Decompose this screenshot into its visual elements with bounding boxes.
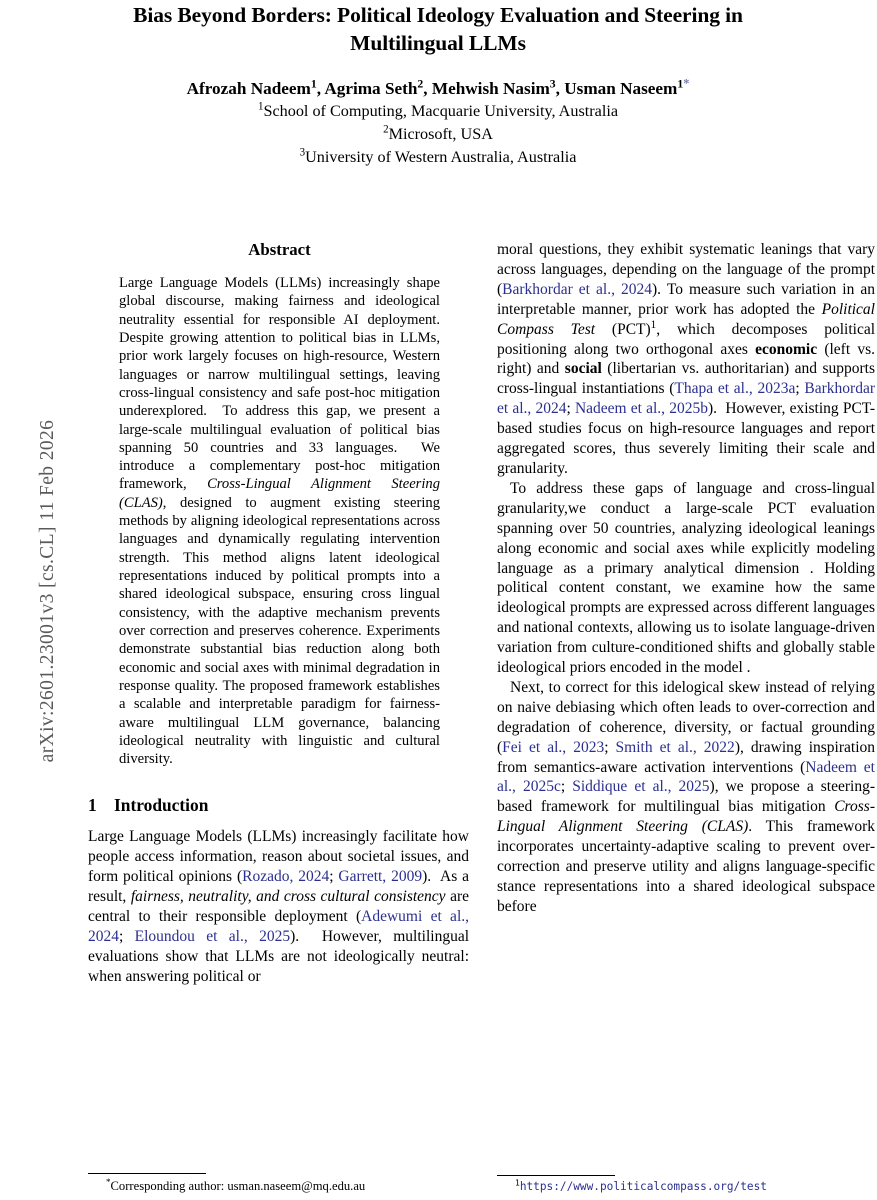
section-title: Introduction: [114, 795, 209, 816]
right-paragraph-1: moral questions, they exhibit systematic leanings that vary across languages, depending on the language of the prompt (Barkhordar et al., 2024). To measure such variation in an interpretable manner, prior work has adopted the Political Compass Test (PCT)$^1$, which decomposes political positioning along two orthogonal axes economic (left vs. right) and social (libertarian vs. authoritarian) and supports cross-lingual instantiations (Thapa et al., 2023a; Barkhordar et al., 2024; Nadeem et al., 2025b). However, existing PCT-based studies focus on high-resource languages and report aggregated scores, thus severely limiting their scale and granularity.: [497, 241, 876, 477]
abstract-heading: Abstract: [248, 240, 311, 259]
affiliation-marker-1: 1: [257, 100, 264, 113]
right-paragraph-3: Next, to correct for this idelogical skew instead of relying on naive debiasing which often leads to over-correction and degradation of coherence, diversity, or factual grounding (Fei et al., 2023; Smith et al., 2022), drawing inspiration from semantics-aware activation interventions (Nadeem et al., 2025c; Siddique et al., 2025), we propose a steering-based framework for multilingual bias mitigation Cross-Lingual Alignment Steering (CLAS). This framework incorporates uncertainty-adaptive scaling to prevent over-correction and preserve utility and aligns language-specific stance representations into a shared ideological subspace before: [497, 678, 875, 915]
section-heading-introduction: [88, 795, 469, 816]
page-title: Bias Beyond Borders: Political Ideology Evaluation and Steering in Multilingual LLMs: [133, 3, 743, 55]
title-block: [88, 0, 788, 58]
footnote-left: [88, 1173, 469, 1194]
affiliation-2: [88, 123, 788, 146]
footnote-corresponding-author: *Corresponding author: usman.naseem@mq.edu.au: [106, 1176, 366, 1193]
affiliation-2-text: Microsoft, USA: [388, 124, 493, 143]
affiliation-3: [88, 146, 788, 169]
author-list: Afrozah Nadeem$^1$, Agrima Seth$^2$, Mehwish Nasim$^3$, Usman Naseem$^{1*}$: [186, 76, 690, 98]
abstract-body: Large Language Models (LLMs) increasingly shape global discourse, making fairness and ideological neutrality essential for responsible AI deployment. Despite growing attention to political bias in LLMs, prior work largely focuses on high-resource, Western languages or narrow multilingual settings, leaving cross-lingual consistency and safe post-hoc mitigation underexplored. To address this gap, we present a large-scale multilingual evaluation of political bias spanning 50 countries and 33 languages. We introduce a complementary post-hoc mitigation framework, Cross-Lingual Alignment Steering (CLAS), designed to augment existing steering methods by aligning ideological representations across languages and dynamically regulating intervention strength. This method aligns latent ideological representations induced by political prompts into a shared ideological subspace, ensuring cross lingual consistency, with the adaptive mechanism prevents over correction and preserves coherence. Experiments demonstrate substantial bias reduction along both economic and social axes with minimal degradation in response quality. The proposed framework establishes a scalable and interpretable paradigm for fairness-aware multilingual LLM governance, balancing ideological neutrality with linguistic and cultural diversity.: [119, 275, 440, 768]
abstract-section: [119, 240, 440, 768]
affiliation-1-text: School of Computing, Macquarie University, Australia: [263, 101, 619, 120]
left-column: [88, 240, 469, 987]
arxiv-stamp: [0, 0, 58, 1200]
footnote-rule-right: [497, 1175, 615, 1176]
right-column: [497, 240, 875, 917]
footnote-pct-url[interactable]: $^1$https://www.politicalcompass.org/test: [515, 1177, 767, 1193]
affiliation-marker-2: 2: [383, 123, 389, 136]
right-paragraph-2: To address these gaps of language and cross-lingual granularity,we conduct a large-scale PCT evaluation spanning over 50 countries, analyzing ideological leanings along economic and social axes while explicitly modeling language as a primary analytical dimension . Holding political content constant, we examine how the same ideological prompts are expressed across different languages and national contexts, allowing us to isolate language-driven variation from culture-conditioned shifts and globally stable ideological priors encoded in the model .: [497, 479, 875, 677]
footnote-rule-left: [88, 1173, 206, 1174]
affiliation-marker-3: 3: [299, 146, 306, 159]
affiliation-3-text: University of Western Australia, Australia: [305, 147, 577, 166]
intro-paragraph-1: Large Language Models (LLMs) increasingly facilitate how people access information, reason about societal issues, and form political opinions (Rozado, 2024; Garrett, 2009). As a result, fairness, neutrality, and cross cultural consistency are central to their responsible deployment (Adewumi et al., 2024; Eloundou et al., 2025). However, multilingual evaluations show that LLMs are not ideologically neutral: when answering political or: [88, 828, 470, 985]
affiliation-1: [88, 100, 788, 123]
footnote-right: [497, 1175, 875, 1194]
authors-block: [88, 78, 788, 169]
section-number: 1: [88, 795, 97, 816]
arxiv-stamp-text: arXiv:2601.23001v3 [cs.CL] 11 Feb 2026: [37, 419, 58, 763]
